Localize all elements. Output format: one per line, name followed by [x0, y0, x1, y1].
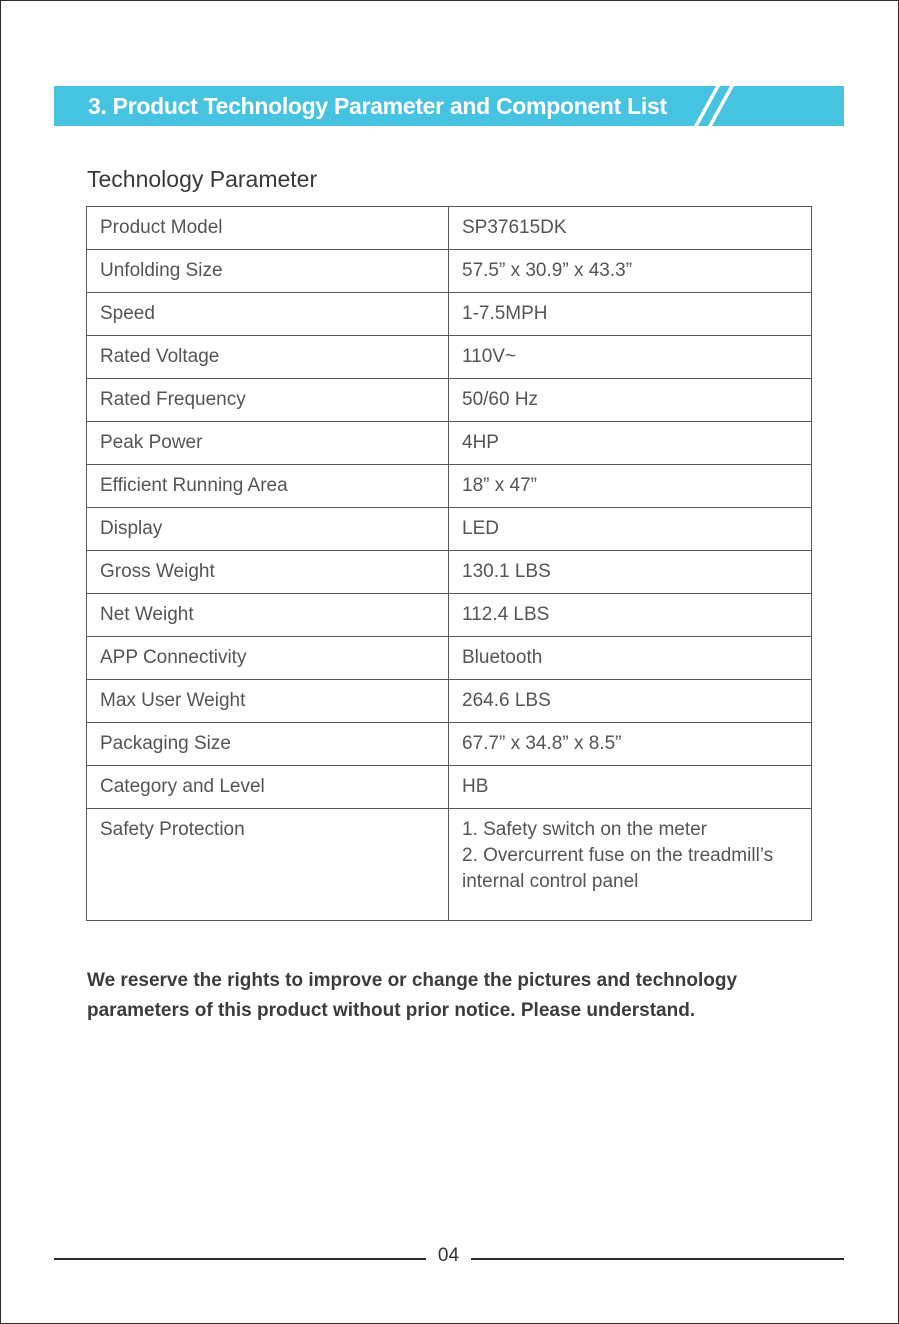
- parameter-value: LED: [449, 508, 812, 551]
- parameter-label: Peak Power: [87, 422, 449, 465]
- safety-line-2: 2. Overcurrent fuse on the treadmill’s: [462, 845, 774, 866]
- parameter-label: Safety Protection: [87, 809, 449, 921]
- table-row: [87, 508, 812, 551]
- footer-rule-right: [471, 1258, 844, 1260]
- section-banner: [54, 86, 844, 126]
- parameter-value: 130.1 LBS: [449, 551, 812, 594]
- banner-slash-decoration: [694, 86, 734, 126]
- parameter-label: Category and Level: [87, 766, 449, 809]
- parameter-value: HB: [449, 766, 812, 809]
- banner-title: 3. Product Technology Parameter and Component List: [88, 93, 667, 119]
- parameter-value: 18” x 47”: [449, 465, 812, 508]
- parameter-label: Net Weight: [87, 594, 449, 637]
- parameter-label: APP Connectivity: [87, 637, 449, 680]
- table-row: [87, 551, 812, 594]
- table-row: [87, 250, 812, 293]
- parameter-value: Bluetooth: [449, 637, 812, 680]
- parameter-value: 264.6 LBS: [449, 680, 812, 723]
- parameter-label: Rated Frequency: [87, 379, 449, 422]
- table-row: [87, 207, 812, 250]
- page-number: 04: [437, 1245, 460, 1266]
- table-row: [87, 766, 812, 809]
- parameter-value: SP37615DK: [449, 207, 812, 250]
- table-row: [87, 465, 812, 508]
- parameter-value: 67.7” x 34.8” x 8.5”: [449, 723, 812, 766]
- parameter-label: Max User Weight: [87, 680, 449, 723]
- table-row: [87, 379, 812, 422]
- table-row: [87, 336, 812, 379]
- table-row: [87, 680, 812, 723]
- footer-rule-left: [54, 1258, 426, 1260]
- table-row: [87, 637, 812, 680]
- parameter-label: Gross Weight: [87, 551, 449, 594]
- parameter-table: [86, 206, 812, 921]
- table-row: [87, 293, 812, 336]
- section-title: Technology Parameter: [87, 166, 318, 192]
- parameter-value: 4HP: [449, 422, 812, 465]
- parameter-value: 50/60 Hz: [449, 379, 812, 422]
- parameter-value: [449, 809, 812, 921]
- table-row: [87, 594, 812, 637]
- table-row: [87, 723, 812, 766]
- parameter-label: Unfolding Size: [87, 250, 449, 293]
- parameter-label: Speed: [87, 293, 449, 336]
- parameter-label: Display: [87, 508, 449, 551]
- table-row-safety-protection: [87, 809, 812, 921]
- parameter-label: Packaging Size: [87, 723, 449, 766]
- parameter-label: Product Model: [87, 207, 449, 250]
- parameter-label: Rated Voltage: [87, 336, 449, 379]
- parameter-value: 112.4 LBS: [449, 594, 812, 637]
- safety-line-1: 1. Safety switch on the meter: [462, 819, 708, 840]
- parameter-value: 57.5” x 30.9” x 43.3”: [449, 250, 812, 293]
- parameter-label: Efficient Running Area: [87, 465, 449, 508]
- safety-line-3: internal control panel: [462, 871, 639, 892]
- disclaimer-notice: We reserve the rights to improve or change the pictures and technology parameters of this product without prior notice. Please understand.: [87, 970, 738, 1021]
- parameter-value: 1-7.5MPH: [449, 293, 812, 336]
- parameter-value: 110V~: [449, 336, 812, 379]
- table-row: [87, 422, 812, 465]
